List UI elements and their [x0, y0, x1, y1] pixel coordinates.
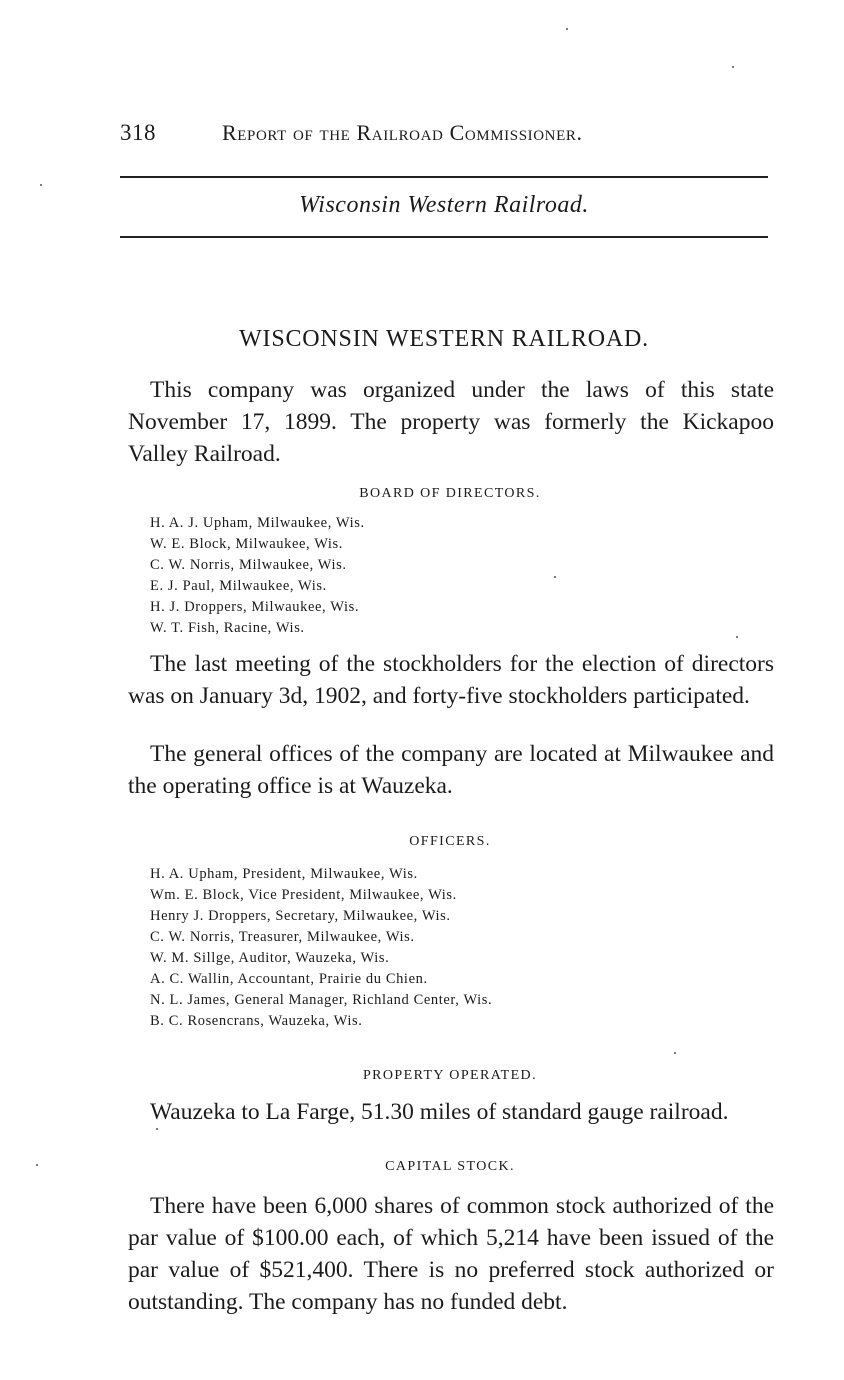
intro-paragraph: This company was organized under the laws of this state November 17, 1899. The property was formerly the Kickapoo Valley Railroad.: [128, 377, 774, 467]
page-number: 318: [120, 120, 156, 145]
list-item: Wm. E. Block, Vice President, Milwaukee, Wis.: [150, 887, 457, 903]
running-title: Report of the Railroad Commissioner.: [222, 120, 583, 145]
list-item: W. E. Block, Milwaukee, Wis.: [150, 536, 344, 552]
scan-speck: [36, 1164, 38, 1166]
property-paragraph: Wauzeka to La Farge, 51.30 miles of standard gauge railroad.: [150, 1099, 729, 1125]
header-rule-bottom: [120, 236, 768, 238]
list-item: C. W. Norris, Treasurer, Milwaukee, Wis.: [150, 929, 415, 945]
main-title: WISCONSIN WESTERN RAILROAD.: [239, 326, 649, 352]
list-item: C. W. Norris, Milwaukee, Wis.: [150, 557, 347, 573]
list-item: E. J. Paul, Milwaukee, Wis.: [150, 578, 327, 594]
list-item: N. L. James, General Manager, Richland Center, Wis.: [150, 992, 493, 1008]
list-item: Henry J. Droppers, Secretary, Milwaukee, Wis.: [150, 908, 451, 924]
directors-list: [150, 513, 365, 639]
list-item: W. T. Fish, Racine, Wis.: [150, 620, 305, 636]
header-rule-top: [120, 176, 768, 178]
section-header: Wisconsin Western Railroad.: [299, 192, 589, 218]
scan-speck: [732, 66, 734, 68]
offices-paragraph: The general offices of the company are located at Milwaukee and the operating office is at Wauzeka.: [128, 741, 774, 799]
scan-speck: [554, 576, 556, 578]
list-item: B. C. Rosencrans, Wauzeka, Wis.: [150, 1013, 363, 1029]
list-item: H. J. Droppers, Milwaukee, Wis.: [150, 599, 360, 615]
property-heading: PROPERTY OPERATED.: [363, 1068, 537, 1083]
scan-speck: [40, 184, 42, 186]
board-heading: BOARD OF DIRECTORS.: [359, 486, 541, 501]
meeting-paragraph: The last meeting of the stockholders for the election of directors was on January 3d, 1902, and forty-five stockholders participated.: [128, 651, 774, 709]
scan-speck: [156, 1128, 158, 1130]
list-item: A. C. Wallin, Accountant, Prairie du Chien.: [150, 971, 428, 987]
scan-speck: [674, 1052, 676, 1054]
officers-list: [150, 864, 492, 1032]
scan-speck: [566, 28, 568, 30]
capital-paragraph: There have been 6,000 shares of common stock authorized of the par value of $100.00 each, of which 5,214 have been issued of the par value of $521,400. There is no preferred stock authorized or outstanding. The company has no funded debt.: [128, 1193, 774, 1315]
running-header: [120, 120, 680, 150]
officers-heading: OFFICERS.: [409, 834, 491, 849]
list-item: H. A. Upham, President, Milwaukee, Wis.: [150, 866, 418, 882]
list-item: W. M. Sillge, Auditor, Wauzeka, Wis.: [150, 950, 390, 966]
list-item: H. A. J. Upham, Milwaukee, Wis.: [150, 515, 365, 531]
scan-speck: [736, 636, 738, 638]
capital-heading: CAPITAL STOCK.: [385, 1159, 515, 1174]
